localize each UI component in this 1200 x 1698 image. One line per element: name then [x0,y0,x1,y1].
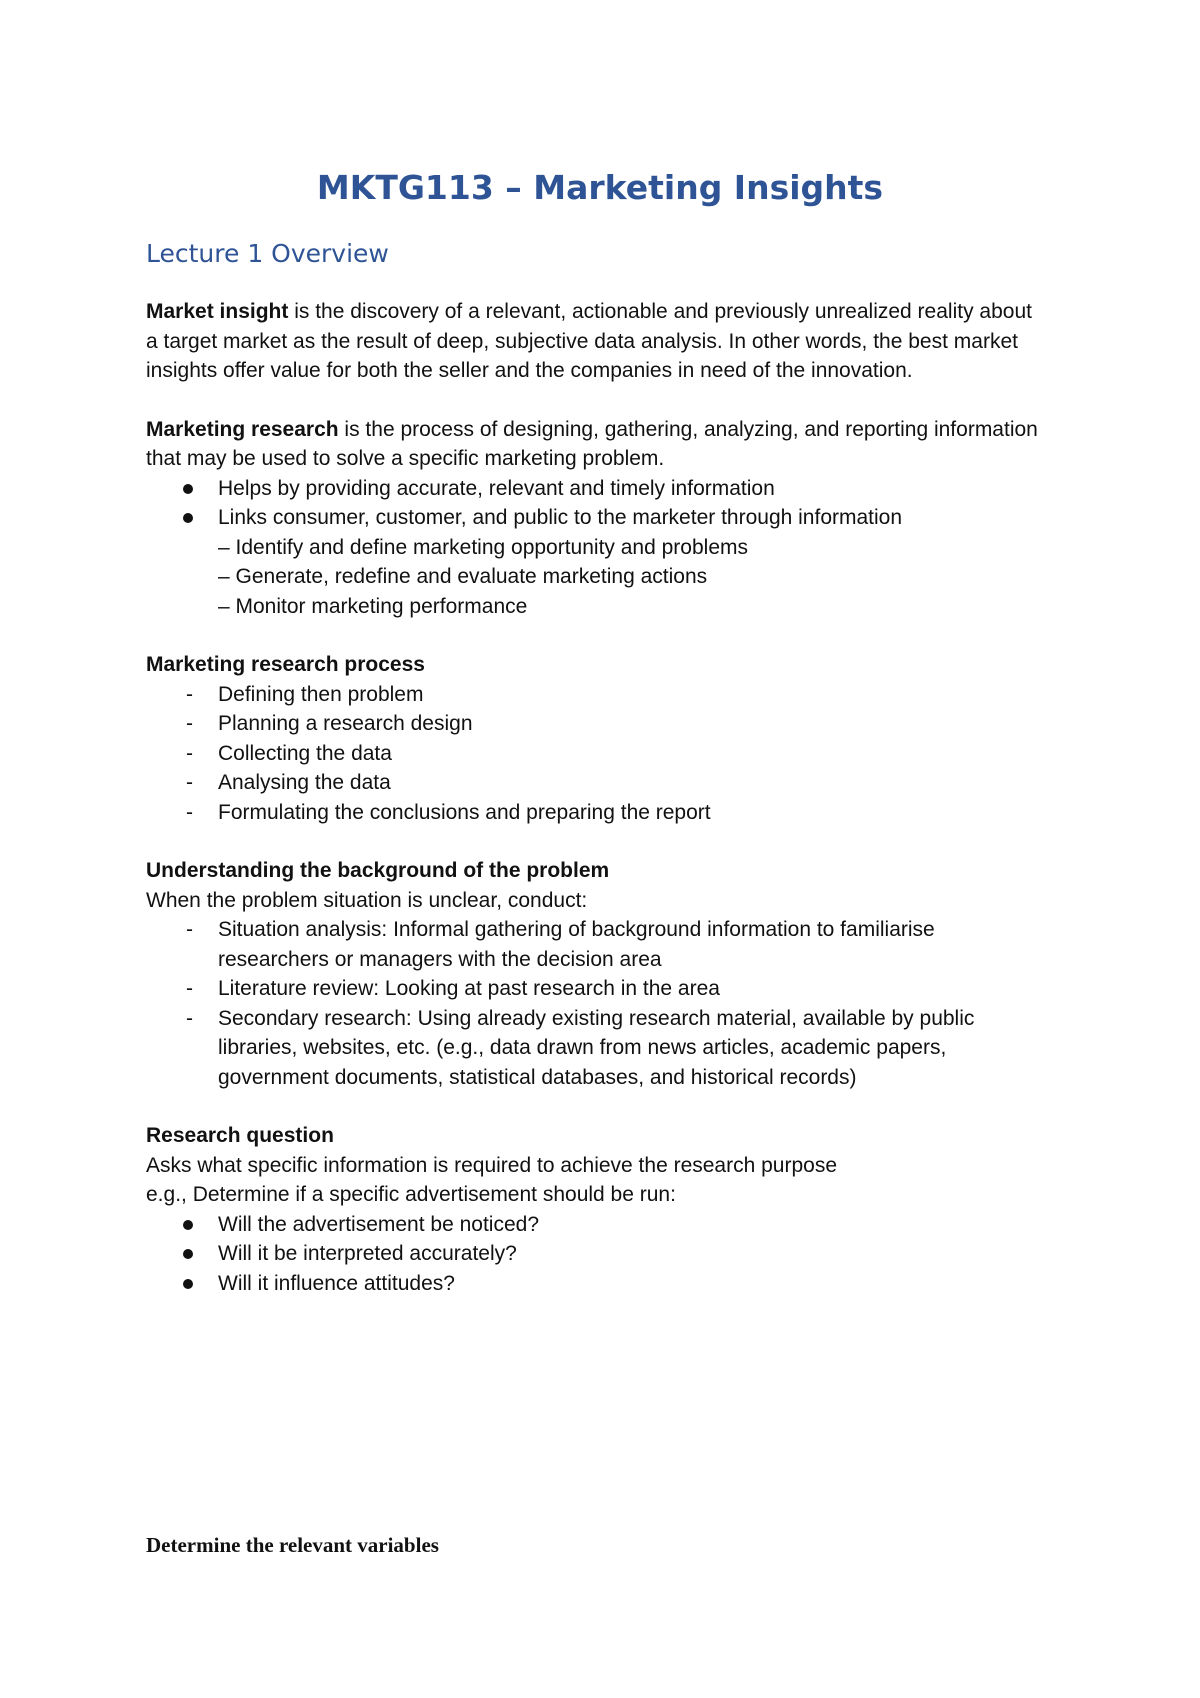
dash-marker: - [186,741,193,765]
list-item: - Secondary research: Using already existing research material, available by public libraries, websites, etc. (e.g., data drawn from news articles, academic papers, government documents, statistical databases, and historical records) [146,1004,1046,1093]
dash-marker: - [186,918,193,941]
sub-list-item: – Monitor marketing performance [218,594,528,618]
marketing-research-term: Marketing research [146,417,339,441]
bullet-icon [183,1220,193,1230]
list-item: Helps by providing accurate, relevant and timely information [146,474,1046,504]
document-body [146,297,1046,1298]
bullet-icon [183,1249,193,1259]
list-item: Will the advertisement be noticed? [146,1210,1046,1240]
market-insight-paragraph [146,297,1046,386]
marketing-research-definition: is the process of designing, gathering, analyzing, and reporting information that may be used to solve a specific marketing problem. [146,417,1038,470]
research-question-line-1: Asks what specific information is required to achieve the research purpose [146,1153,838,1177]
background-intro: When the problem situation is unclear, conduct: [146,888,588,912]
dash-marker: - [186,1006,193,1030]
market-insight-definition: is the discovery of a relevant, actionable and previously unrealized reality about a target market as the result of deep, subjective data analysis. In other words, the best market insights offer value for both the seller and the companies in need of the innovation. [146,300,1032,382]
marketing-research-paragraph [146,415,1046,474]
dash-marker: - [186,771,193,794]
list-item: - Collecting the data [146,739,1046,769]
dash-marker: - [186,977,193,1000]
background-heading: Understanding the background of the problem [146,859,610,882]
dash-marker: - [186,682,193,706]
process-heading: Marketing research process [146,653,425,676]
bullet-icon [183,484,193,494]
dash-marker: - [186,800,193,824]
list-item: Will it be interpreted accurately? [146,1239,1046,1269]
list-item: - Analysing the data [146,768,1046,798]
document-title: MKTG113 – Marketing Insights [316,168,884,207]
sub-list-item: – Identify and define marketing opportunity and problems [218,535,748,559]
bullet-icon [183,1279,193,1289]
list-item: - Planning a research design [146,709,1046,739]
dash-marker: - [186,712,193,735]
bullet-icon [183,513,193,523]
list-item: - Defining then problem [146,680,1046,710]
list-item: Links consumer, customer, and public to the marketer through information [146,503,1046,533]
research-question-heading: Research question [146,1124,334,1147]
list-item: Will it influence attitudes? [146,1269,1046,1299]
final-heading: Determine the relevant variables [146,1533,439,1557]
lecture-subtitle: Lecture 1 Overview [146,239,389,268]
list-item: - Formulating the conclusions and preparing the report [146,798,1046,828]
research-question-line-2: e.g., Determine if a specific advertisement should be run: [146,1183,676,1206]
list-item: - Situation analysis: Informal gathering of background information to familiarise researchers or managers with the decision area [146,915,1046,974]
sub-list-item: – Generate, redefine and evaluate marketing actions [218,565,708,588]
list-item: - Literature review: Looking at past research in the area [146,974,1046,1004]
market-insight-term: Market insight [146,300,289,323]
